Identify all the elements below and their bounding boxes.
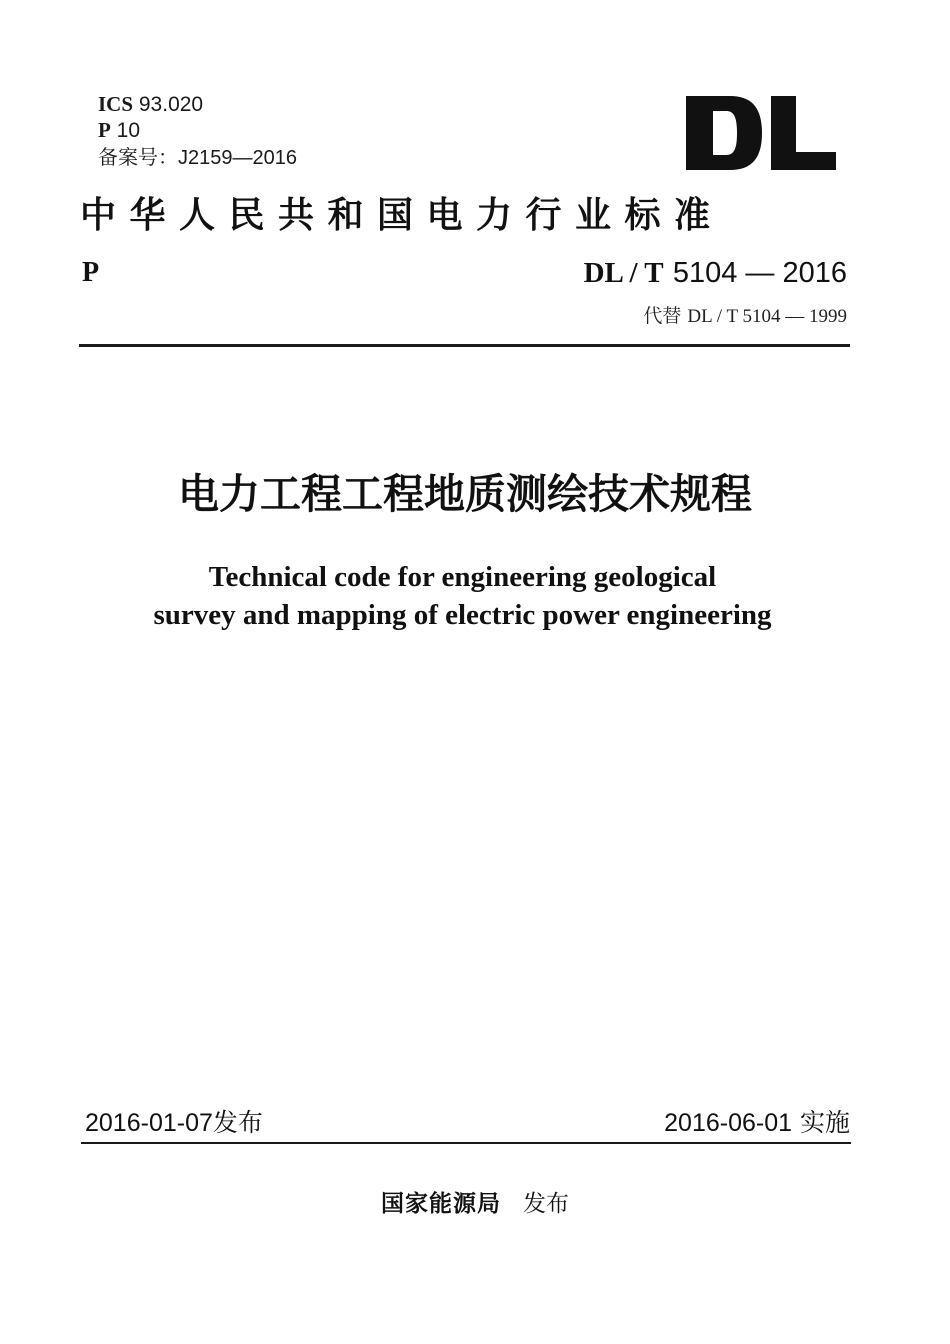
document-title-en-line-1: Technical code for engineering geological — [208, 561, 717, 593]
implementation-date-value: 2016-06-01 — [664, 1109, 793, 1137]
issue-date — [85, 1106, 263, 1140]
document-title-en-line-2: survey and mapping of electric power engineering — [153, 599, 772, 631]
classification-value: 10 — [116, 119, 141, 142]
record-label: 备案号： — [98, 145, 178, 169]
standard-prefix: DL / T — [583, 257, 664, 289]
publisher — [0, 1186, 950, 1222]
replaces-number: DL / T 5104 — 1999 — [687, 306, 847, 327]
standard-number-value: 5104 — 2016 — [672, 257, 847, 289]
footer-divider — [81, 1142, 851, 1144]
standard-number — [584, 255, 847, 290]
ics-label: ICS — [98, 92, 134, 116]
implementation-date — [664, 1106, 850, 1140]
header-divider — [79, 344, 850, 347]
replaces-label: 代替 — [643, 305, 682, 327]
document-title-zh: 电力工程工程地质测绘技术规程 — [178, 470, 752, 518]
classification-label: P — [98, 118, 111, 142]
org-title: 中华人民共和国电力行业标准 — [80, 194, 724, 236]
logo-letter-d — [686, 96, 762, 170]
publisher-org: 国家能源局 — [381, 1190, 501, 1217]
issue-date-value: 2016-01-07 — [85, 1109, 213, 1137]
publisher-action: 发布 — [523, 1191, 569, 1217]
replaces-standard — [643, 301, 847, 328]
dl-logo — [686, 96, 836, 170]
record-number — [98, 144, 297, 171]
ics-code — [98, 91, 203, 118]
category-letter: P — [82, 257, 100, 288]
issue-date-label: 发布 — [212, 1108, 263, 1137]
record-value: J2159—2016 — [178, 147, 297, 169]
implementation-date-label: 实施 — [799, 1108, 850, 1137]
classification-code — [98, 117, 140, 144]
ics-value: 93.020 — [138, 93, 204, 116]
logo-letter-l — [771, 96, 836, 170]
